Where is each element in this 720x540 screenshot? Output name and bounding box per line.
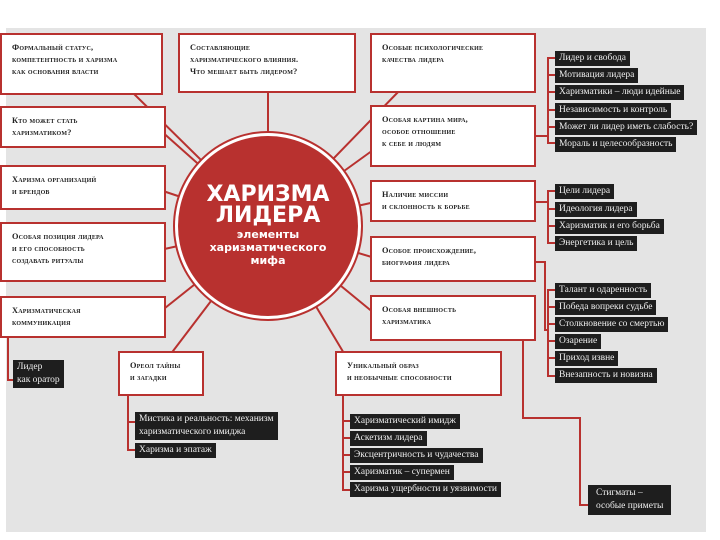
tag: Аскетизм лидера <box>350 431 427 446</box>
topic-who-can-be-charismatic: Кто может стать харизматиком? <box>0 106 166 148</box>
topic-unique-image: Уникальный образ и необычные способности <box>335 351 502 396</box>
tag: Может ли лидер иметь слабость? <box>555 120 697 135</box>
tag: Энергетика и цель <box>555 236 637 251</box>
topic-mystery: Ореол тайны и загадки <box>118 351 204 396</box>
topic-communication: Харизматическая коммуникация <box>0 296 166 338</box>
topic-origin: Особое происхождение, биография лидера <box>370 236 536 282</box>
tag: Мотивация лидера <box>555 68 638 83</box>
tag: Харизматический имидж <box>350 414 460 429</box>
tag: Стигматы – особые приметы <box>588 485 671 515</box>
tag: Харизматики – люди идейные <box>555 85 684 100</box>
topic-mission: Наличие миссии и склонность к борьбе <box>370 180 536 222</box>
tag: Эксцентричность и чудачества <box>350 448 483 463</box>
tag: Лидер как оратор <box>13 360 64 388</box>
tag: Идеология лидера <box>555 202 637 217</box>
tag: Талант и одаренность <box>555 283 651 298</box>
center-title-line1: ХАРИЗМА <box>206 182 330 207</box>
topic-psychological-qualities: Особые психологические качества лидера <box>370 33 536 93</box>
topic-worldview: Особая картина мира, особое отношение к себе и людям <box>370 105 536 167</box>
tag: Харизматик – супермен <box>350 465 454 480</box>
tag: Мистика и реальность: механизм харизматического имиджа <box>135 412 278 440</box>
tag: Приход извне <box>555 351 618 366</box>
tag: Цели лидера <box>555 184 614 199</box>
tag: Независимость и контроль <box>555 103 671 118</box>
center-subtitle: элементы харизматического мифа <box>209 228 327 267</box>
topic-appearance: Особая внешность харизматика <box>370 295 536 341</box>
tag: Харизма ущербности и уязвимости <box>350 482 501 497</box>
topic-formal-status: Формальный статус, компетентность и харизма как основания власти <box>0 33 163 95</box>
tag: Победа вопреки судьбе <box>555 300 656 315</box>
tag: Столкновение со смертью <box>555 317 668 332</box>
tag: Харизматик и его борьба <box>555 219 664 234</box>
topic-charisma-components: Составляющие харизматического влияния. Что мешает быть лидером? <box>178 33 356 93</box>
topic-leader-position: Особая позиция лидера и его способность создавать ритуалы <box>0 222 166 282</box>
tag: Мораль и целесообразность <box>555 137 676 152</box>
tag: Лидер и свобода <box>555 51 630 66</box>
tag: Внезапность и новизна <box>555 368 657 383</box>
tag: Харизма и эпатаж <box>135 443 216 458</box>
central-circle <box>178 136 358 316</box>
center-title-line2: ЛИДЕРА <box>215 203 321 228</box>
tag: Озарение <box>555 334 601 349</box>
topic-organizations-brands: Харизма организаций и брендов <box>0 165 166 210</box>
